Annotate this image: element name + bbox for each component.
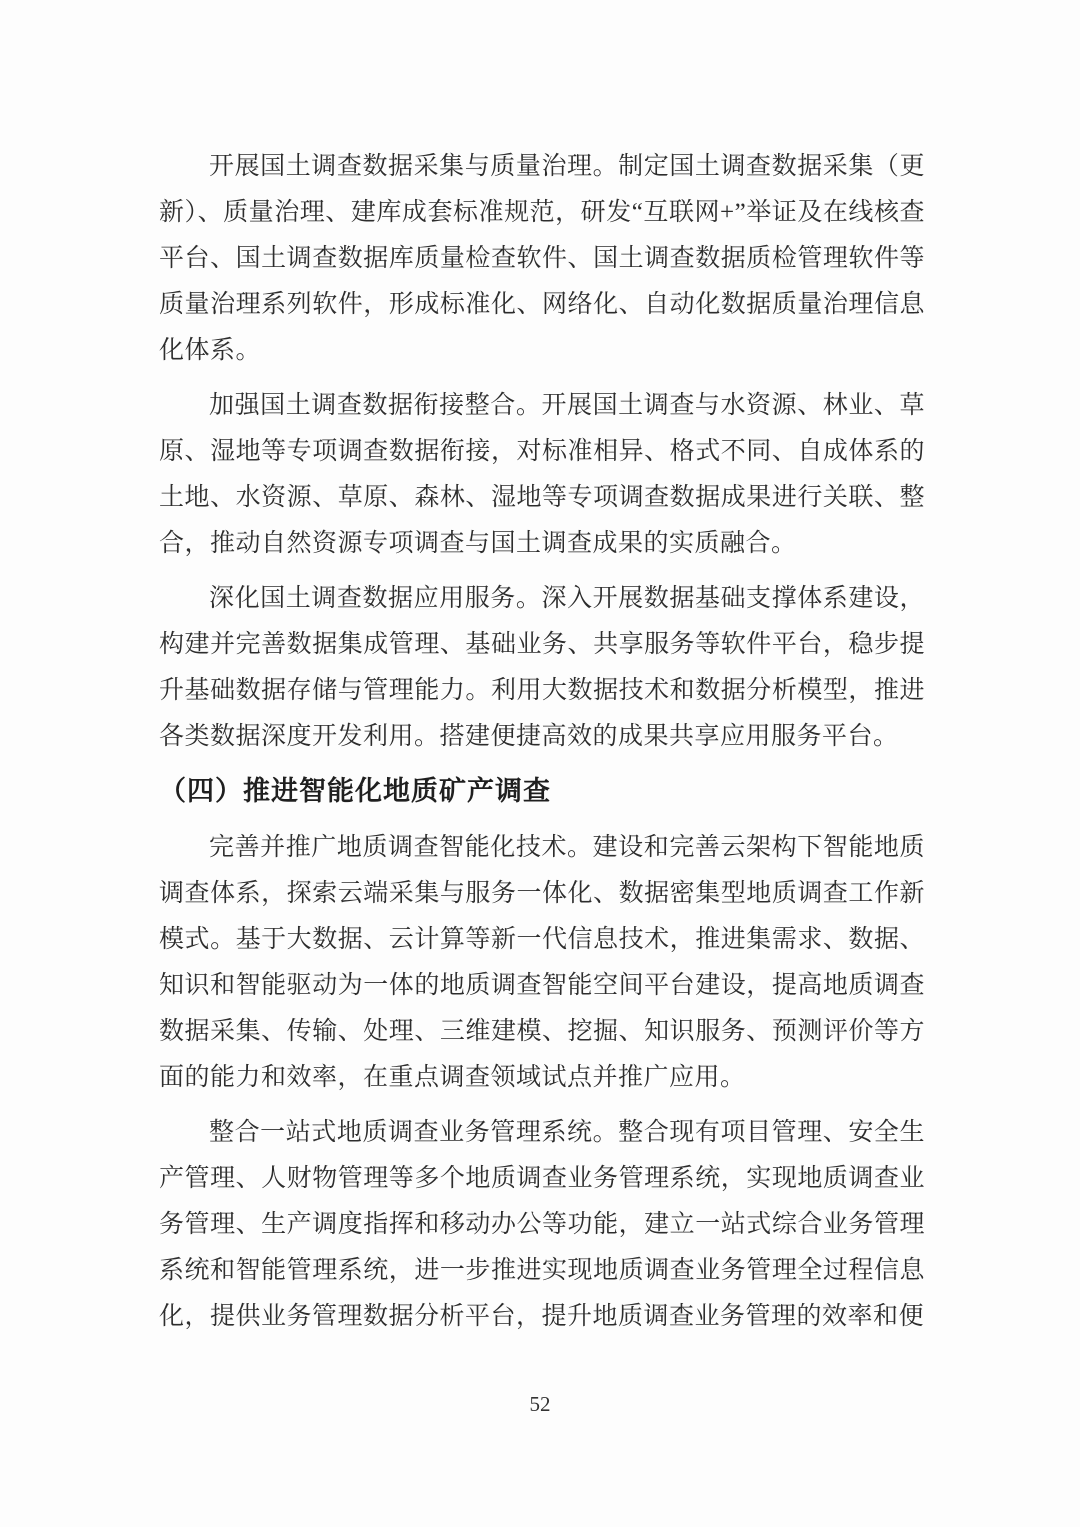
paragraph-geological-survey-intelligent-technology: 完善并推广地质调查智能化技术。建设和完善云架构下智能地质调查体系，探索云端采集与服务一体化、数据密集型地质调查工作新模式。基于大数据、云计算等新一代信息技术，推进集需求、数据、知识和智能驱动为一体的地质调查智能空间平台建设，提高地质调查数据采集、传输、处理、三维建模、挖掘、知识服务、预测评价等方面的能力和效率，在重点调查领域试点并推广应用。 — [159, 834, 925, 1091]
paragraph-land-survey-data-integration: 加强国土调查数据衔接整合。开展国土调查与水资源、林业、草原、湿地等专项调查数据衔接，对标准相异、格式不同、自成体系的土地、水资源、草原、森林、湿地等专项调查数据成果进行关联、整合，推动自然资源专项调查与国土调查成果的实质融合。 — [159, 392, 925, 557]
page-footer — [0, 1392, 1080, 1417]
paragraph-land-survey-data-application-services: 深化国土调查数据应用服务。深入开展数据基础支撑体系建设，构建并完善数据集成管理、基础业务、共享服务等软件平台，稳步提升基础数据存储与管理能力。利用大数据技术和数据分析模型，推进各类数据深度开发利用。搭建便捷高效的成果共享应用服务平台。 — [159, 585, 925, 750]
document-content — [159, 144, 925, 1349]
section-heading-intelligent-geological-survey: （四）推进智能化地质矿产调查 — [159, 776, 551, 806]
paragraph-land-survey-data-collection-quality: 开展国土调查数据采集与质量治理。制定国土调查数据采集（更新）、质量治理、建库成套标准规范，研发“互联网+”举证及在线核查平台、国土调查数据库质量检查软件、国土调查数据质检管理软件等质量治理系列软件，形成标准化、网络化、自动化数据质量治理信息化体系。 — [159, 153, 925, 364]
page-number: 52 — [529, 1392, 551, 1416]
paragraph-one-stop-business-management-system: 整合一站式地质调查业务管理系统。整合现有项目管理、安全生产管理、人财物管理等多个地质调查业务管理系统，实现地质调查业务管理、生产调度指挥和移动办公等功能，建立一站式综合业务管理系统和智能管理系统，进一步推进实现地质调查业务管理全过程信息化，提供业务管理数据分析平台，提升地质调查业务管理的效率和便 — [159, 1119, 925, 1330]
